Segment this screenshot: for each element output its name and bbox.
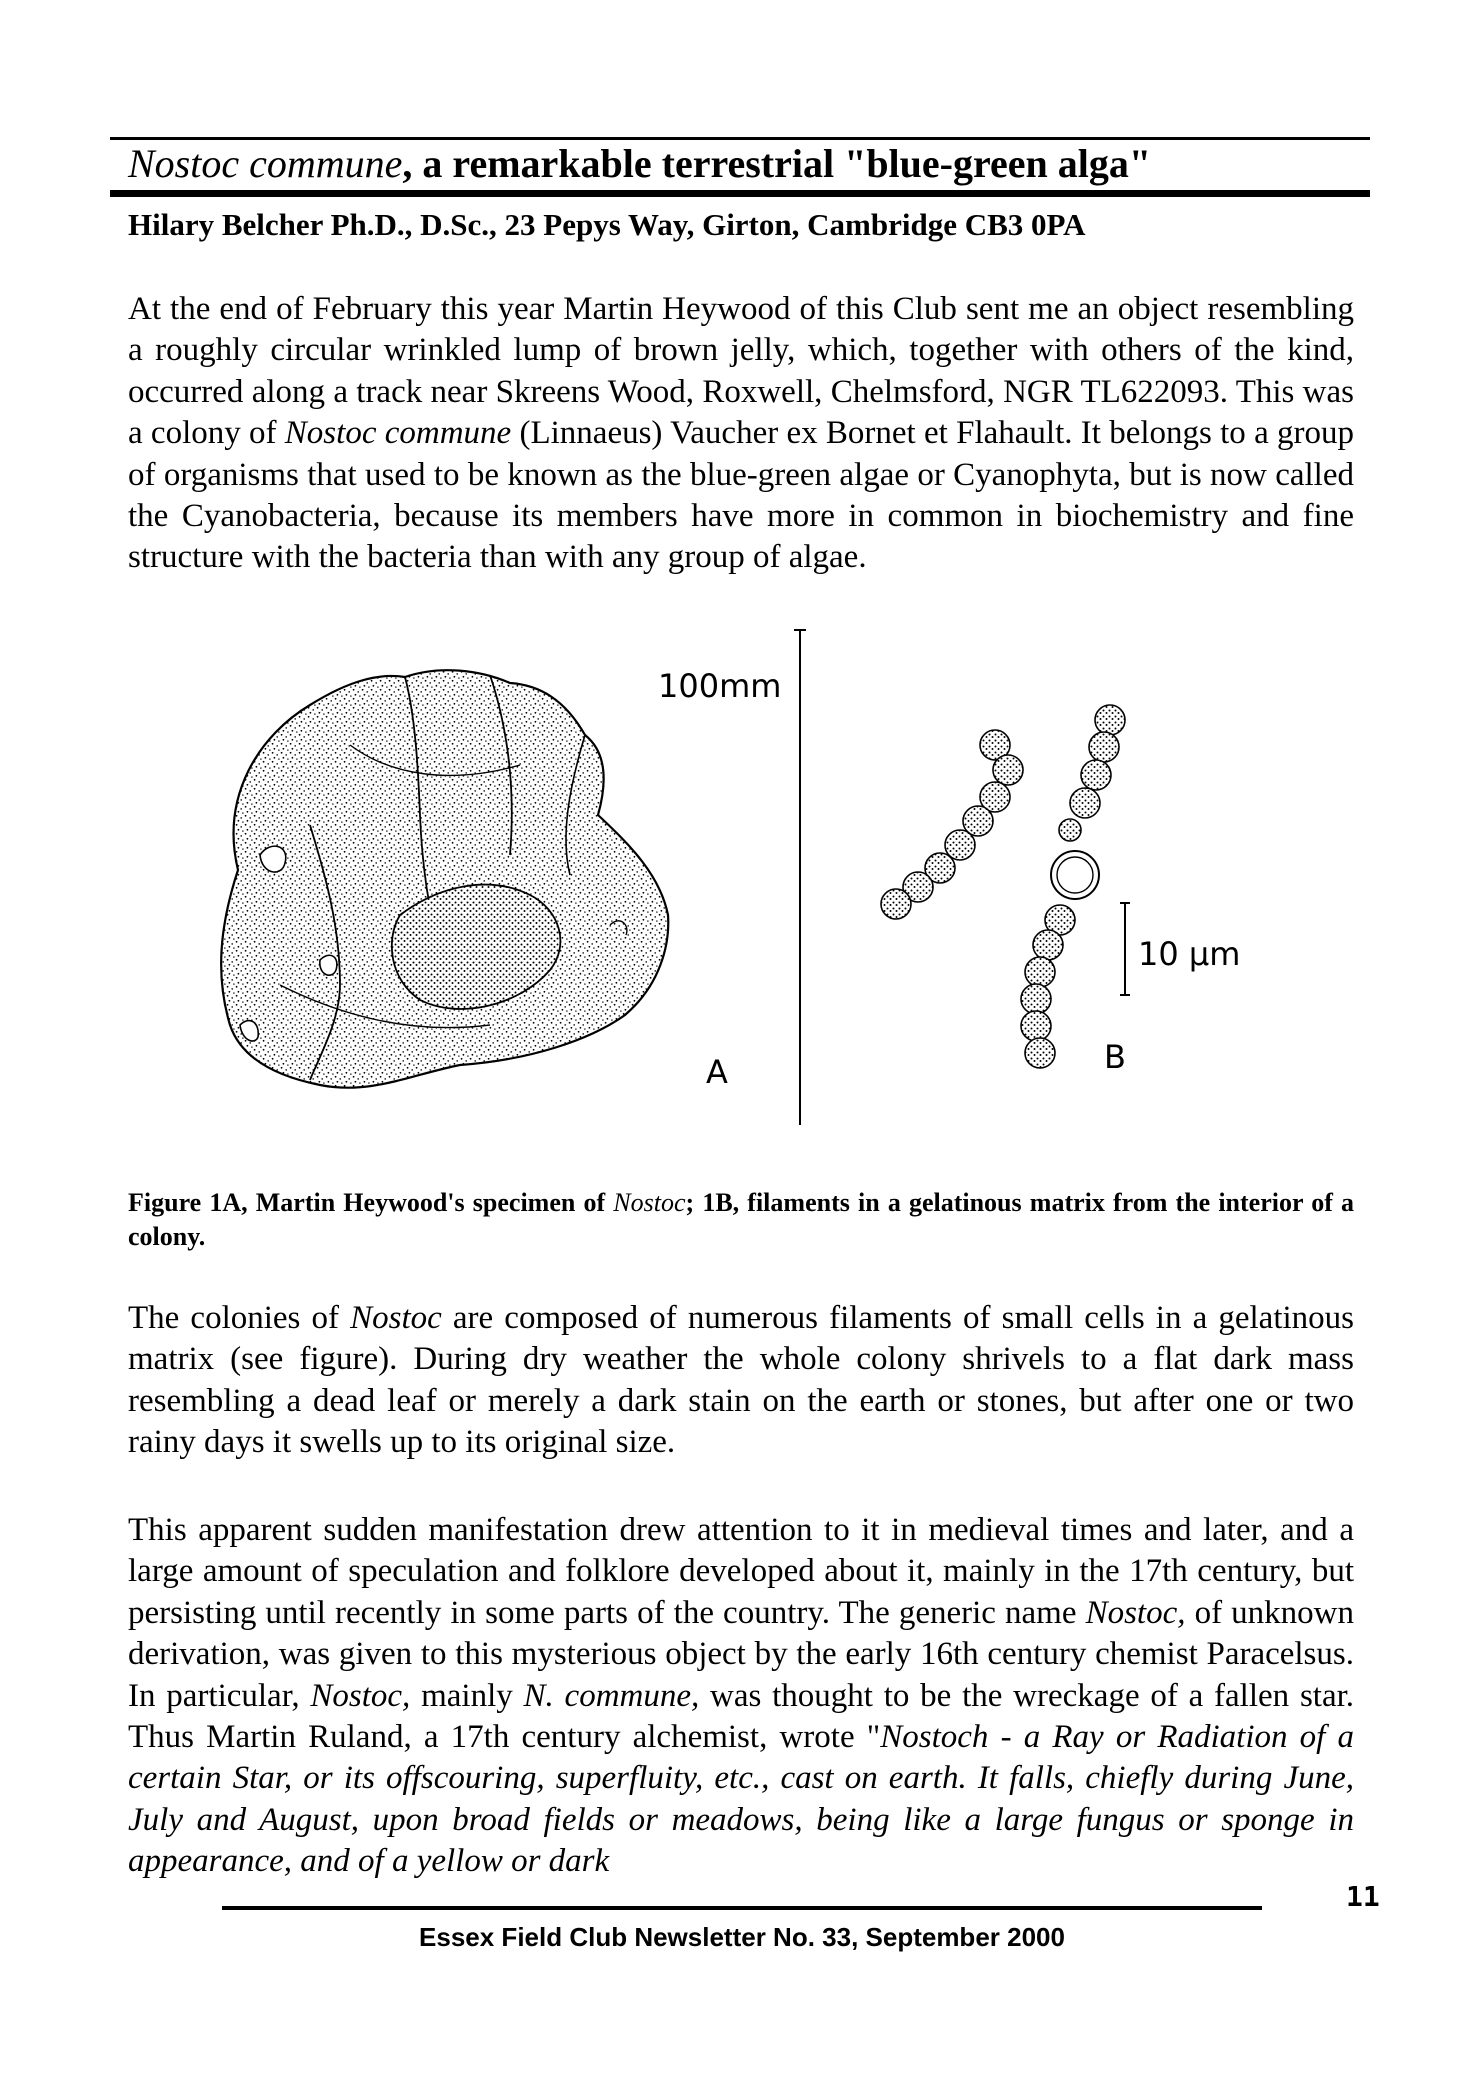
scale-label-100mm: 100mm bbox=[658, 667, 782, 705]
scale-label-10um: 10 μm bbox=[1138, 935, 1241, 973]
nostoc-figure bbox=[190, 625, 1290, 1145]
paragraph-intro: At the end of February this year Martin Heywood of this Club sent me an object resembling a roughly circular wrinkled lump of brown jelly, which, together with others of the kind, occurred along a track near Skreens Wood, Roxwell, Chelmsford, NGR TL622093. This was a colony of Nostoc commune (Linnaeus) Vaucher ex Bornet et Flahault. It belongs to a group of organisms that used to be known as the blue-green algae or Cyanophyta, but is now called the Cyanobacteria, because its members have more in common in biochemistry and fine structure with the bacteria than with any group of algae. bbox=[128, 291, 1355, 576]
footer-rule bbox=[222, 1906, 1262, 1910]
figure-label-b: B bbox=[1104, 1038, 1126, 1076]
author-line: Hilary Belcher Ph.D., D.Sc., 23 Pepys Way, Girton, Cambridge CB3 0PA bbox=[128, 207, 1086, 242]
species-name: Nostoc commune bbox=[284, 415, 512, 452]
filament-drawing bbox=[881, 705, 1125, 1068]
title-species-name: Nostoc commune bbox=[128, 141, 403, 186]
filament-left bbox=[881, 730, 1023, 919]
scale-bar-100mm bbox=[658, 630, 806, 1125]
genus-name: Nostoc bbox=[350, 1300, 442, 1336]
ruland-quote: Nostoch - a Ray or Radiation of a certain Star, or its offscouring, superfluity, etc., cast on earth. It falls, chiefly during June, July and August, upon broad fields or meadows, being like a large fungus or sponge in appearance, and of a yellow or dark bbox=[128, 1719, 1354, 1880]
header-bottom-rule bbox=[110, 190, 1370, 197]
caption-genus: Nostoc bbox=[613, 1188, 686, 1217]
species-name: N. commune, bbox=[523, 1677, 700, 1714]
footer-text: Essex Field Club Newsletter No. 33, September 2000 bbox=[419, 1922, 1065, 1952]
paragraph-colonies: The colonies of Nostoc are composed of numerous filaments of small cells in a gelatinous matrix (see figure). During dry weather the whole colony shrivels to a flat dark mass resembling a dead leaf or merely a dark stain on the earth or stones, but after one or two rainy days it swells up to its original size. bbox=[128, 1300, 1354, 1461]
figure-label-a: A bbox=[706, 1053, 728, 1091]
title-text: , a remarkable terrestrial "blue-green alga" bbox=[402, 141, 1152, 186]
figure-caption: Figure 1A, Martin Heywood's specimen of Nostoc; 1B, filaments in a gelatinous matrix from the interior of a colony. bbox=[128, 1188, 1354, 1251]
specimen-drawing bbox=[221, 670, 728, 1091]
genus-name: Nostoc, bbox=[1085, 1594, 1186, 1631]
filament-right bbox=[1021, 705, 1125, 1068]
page-number: 11 bbox=[1346, 1880, 1380, 1913]
genus-name: Nostoc, bbox=[310, 1677, 411, 1714]
article-title bbox=[128, 140, 1358, 188]
paragraph-folklore: This apparent sudden manifestation drew attention to it in medieval times and later, and a large amount of speculation and folklore developed about it, mainly in the 17th century, but persisting until recently in some parts of the country. The generic name Nostoc, of unknown derivation, was given to this mysterious object by the early 16th century chemist Paracelsus. In particular, Nostoc, mainly N. commune, was thought to be the wreckage of a fallen star. Thus Martin Ruland, a 17th century alchemist, wrote "Nostoch - a Ray or Radiation of a certain Star, or its offscouring, superfluity, etc., cast on earth. It falls, chiefly during June, July and August, upon broad fields or meadows, being like a large fungus or sponge in appearance, and of a yellow or dark bbox=[128, 1512, 1355, 1880]
scale-bar-10um bbox=[1120, 903, 1240, 995]
